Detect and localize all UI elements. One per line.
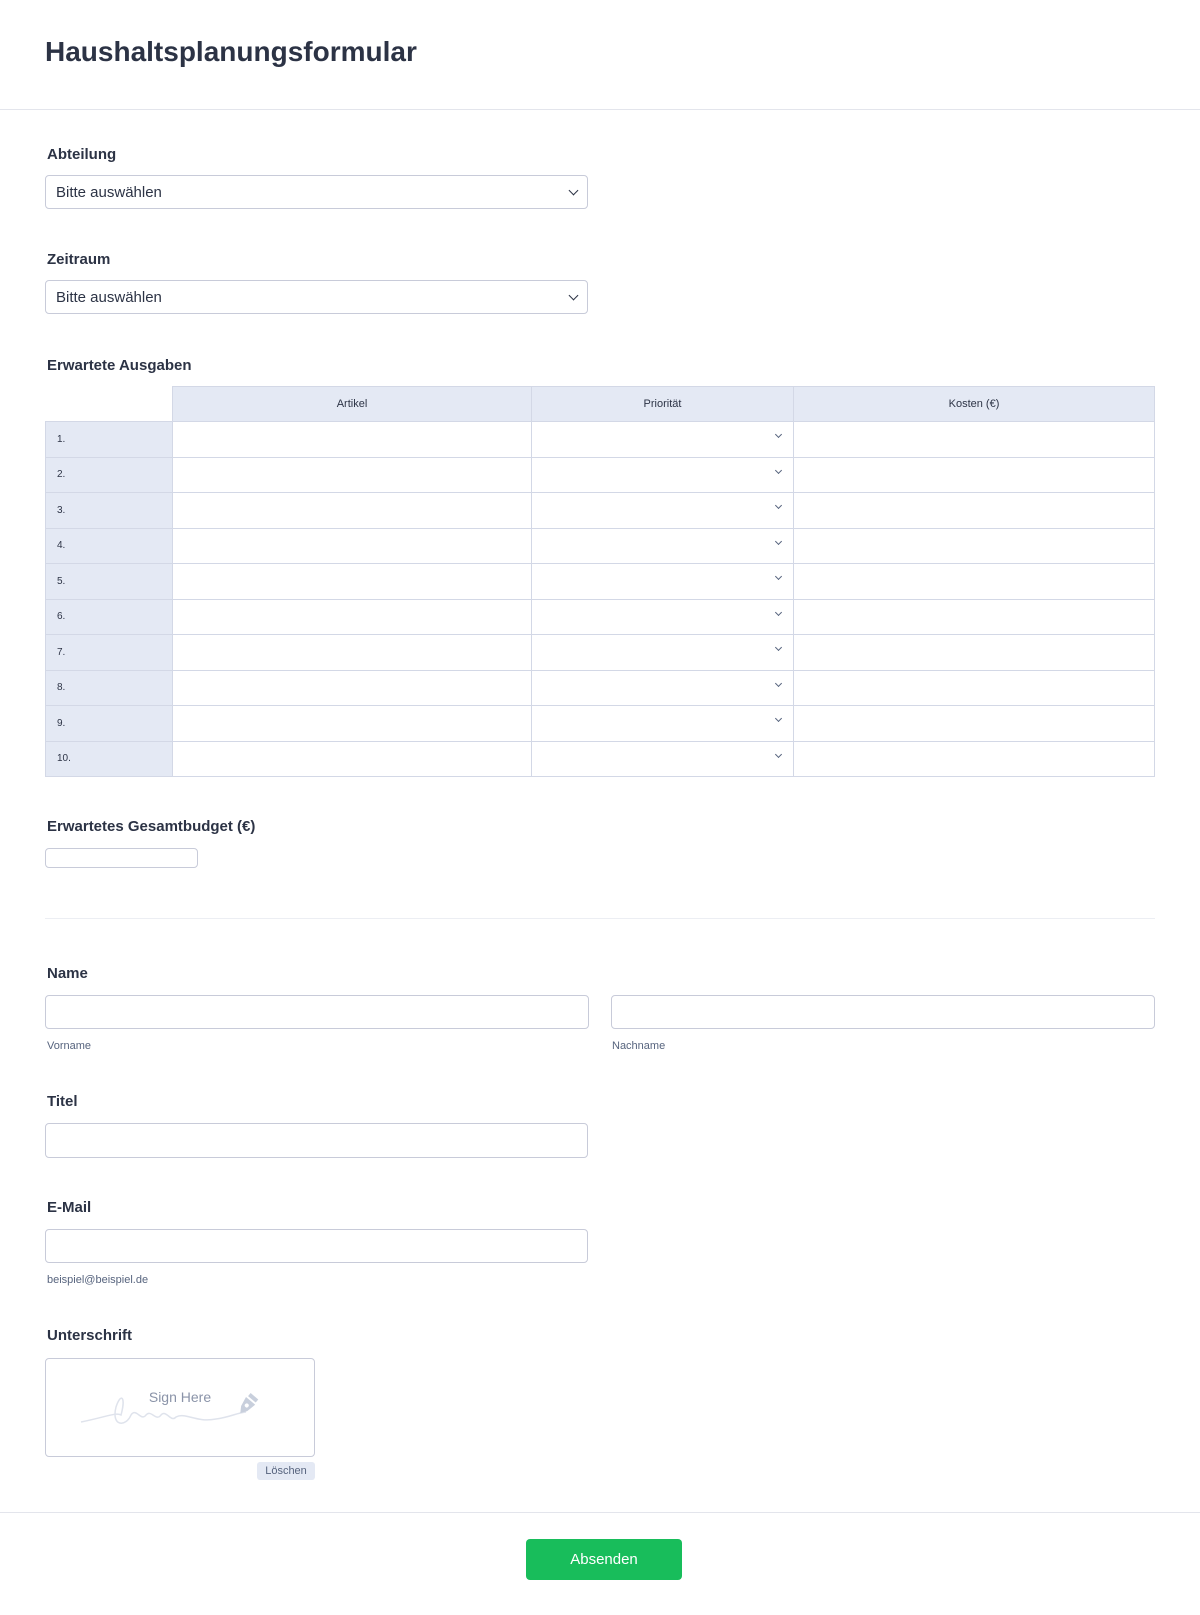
row-number: 10.: [46, 741, 173, 777]
priority-cell-select[interactable]: [532, 670, 794, 706]
period-value: Bitte auswählen: [56, 288, 162, 306]
expenses-label: Erwartete Ausgaben: [47, 357, 192, 374]
period-select[interactable]: [45, 280, 588, 314]
period-label: Zeitraum: [47, 251, 111, 268]
item-cell-input[interactable]: [173, 528, 532, 564]
item-cell-input[interactable]: [173, 422, 532, 458]
table-row: [46, 635, 1155, 671]
signature-scribble-icon: [76, 1387, 286, 1432]
chevron-down-icon: [775, 502, 782, 509]
first-name-sublabel: Vorname: [47, 1040, 92, 1052]
priority-cell-select[interactable]: [532, 493, 794, 529]
total-label: Erwartetes Gesamtbudget (€): [47, 818, 256, 835]
job-title-label: Titel: [47, 1093, 78, 1110]
name-label: Name: [47, 965, 88, 982]
cost-cell-input[interactable]: [794, 741, 1155, 777]
email-hint: beispiel@beispiel.de: [47, 1274, 149, 1286]
cost-cell-input[interactable]: [794, 670, 1155, 706]
first-name-input[interactable]: [45, 995, 589, 1029]
table-row: [46, 741, 1155, 777]
chevron-down-icon: [775, 608, 782, 615]
clear-signature-button[interactable]: Löschen: [257, 1462, 315, 1480]
cost-cell-input[interactable]: [794, 635, 1155, 671]
row-number: 5.: [46, 564, 173, 600]
section-divider: [45, 918, 1155, 919]
row-number: 9.: [46, 706, 173, 742]
page-title: Haushaltsplanungsformular: [45, 36, 417, 67]
signature-placeholder: Sign Here: [148, 1389, 212, 1405]
table-row: [46, 528, 1155, 564]
chevron-down-icon: [775, 537, 782, 544]
row-number: 1.: [46, 422, 173, 458]
row-number: 4.: [46, 528, 173, 564]
table-row: [46, 670, 1155, 706]
cost-cell-input[interactable]: [794, 493, 1155, 529]
job-title-input[interactable]: [45, 1123, 588, 1158]
footer-divider: [0, 1512, 1200, 1513]
email-input[interactable]: [45, 1229, 588, 1263]
priority-cell-select[interactable]: [532, 564, 794, 600]
chevron-down-icon: [775, 573, 782, 580]
department-value: Bitte auswählen: [56, 183, 162, 201]
table-row: [46, 599, 1155, 635]
email-label: E-Mail: [47, 1199, 92, 1216]
priority-cell-select[interactable]: [532, 422, 794, 458]
chevron-down-icon: [775, 466, 782, 473]
chevron-down-icon: [775, 644, 782, 651]
priority-cell-select[interactable]: [532, 741, 794, 777]
cost-cell-input[interactable]: [794, 422, 1155, 458]
chevron-down-icon: [775, 750, 782, 757]
table-row: [46, 457, 1155, 493]
priority-cell-select[interactable]: [532, 635, 794, 671]
priority-cell-select[interactable]: [532, 706, 794, 742]
column-header-item: Artikel: [173, 387, 532, 422]
item-cell-input[interactable]: [173, 670, 532, 706]
priority-cell-select[interactable]: [532, 528, 794, 564]
cost-cell-input[interactable]: [794, 706, 1155, 742]
signature-label: Unterschrift: [47, 1327, 133, 1344]
priority-cell-select[interactable]: [532, 457, 794, 493]
chevron-down-icon: [569, 290, 579, 300]
row-number: 8.: [46, 670, 173, 706]
table-row: [46, 422, 1155, 458]
cost-cell-input[interactable]: [794, 599, 1155, 635]
expenses-table: [45, 386, 1155, 777]
chevron-down-icon: [775, 715, 782, 722]
department-select[interactable]: [45, 175, 588, 209]
item-cell-input[interactable]: [173, 493, 532, 529]
item-cell-input[interactable]: [173, 741, 532, 777]
item-cell-input[interactable]: [173, 706, 532, 742]
chevron-down-icon: [775, 679, 782, 686]
chevron-down-icon: [775, 431, 782, 438]
submit-button[interactable]: Absenden: [526, 1539, 682, 1580]
last-name-input[interactable]: [611, 995, 1155, 1029]
priority-cell-select[interactable]: [532, 599, 794, 635]
signature-pad[interactable]: [45, 1358, 315, 1457]
column-header-cost: Kosten (€): [794, 387, 1155, 422]
item-cell-input[interactable]: [173, 599, 532, 635]
item-cell-input[interactable]: [173, 457, 532, 493]
item-cell-input[interactable]: [173, 635, 532, 671]
last-name-sublabel: Nachname: [612, 1040, 666, 1052]
corner-cell: [46, 387, 173, 422]
table-row: [46, 706, 1155, 742]
row-number: 6.: [46, 599, 173, 635]
row-number: 2.: [46, 457, 173, 493]
table-row: [46, 564, 1155, 600]
item-cell-input[interactable]: [173, 564, 532, 600]
department-label: Abteilung: [47, 146, 117, 163]
cost-cell-input[interactable]: [794, 457, 1155, 493]
header-divider: [0, 109, 1200, 110]
row-number: 3.: [46, 493, 173, 529]
chevron-down-icon: [569, 185, 579, 195]
cost-cell-input[interactable]: [794, 564, 1155, 600]
table-row: [46, 493, 1155, 529]
total-input[interactable]: [45, 848, 198, 868]
column-header-priority: Priorität: [532, 387, 794, 422]
cost-cell-input[interactable]: [794, 528, 1155, 564]
row-number: 7.: [46, 635, 173, 671]
